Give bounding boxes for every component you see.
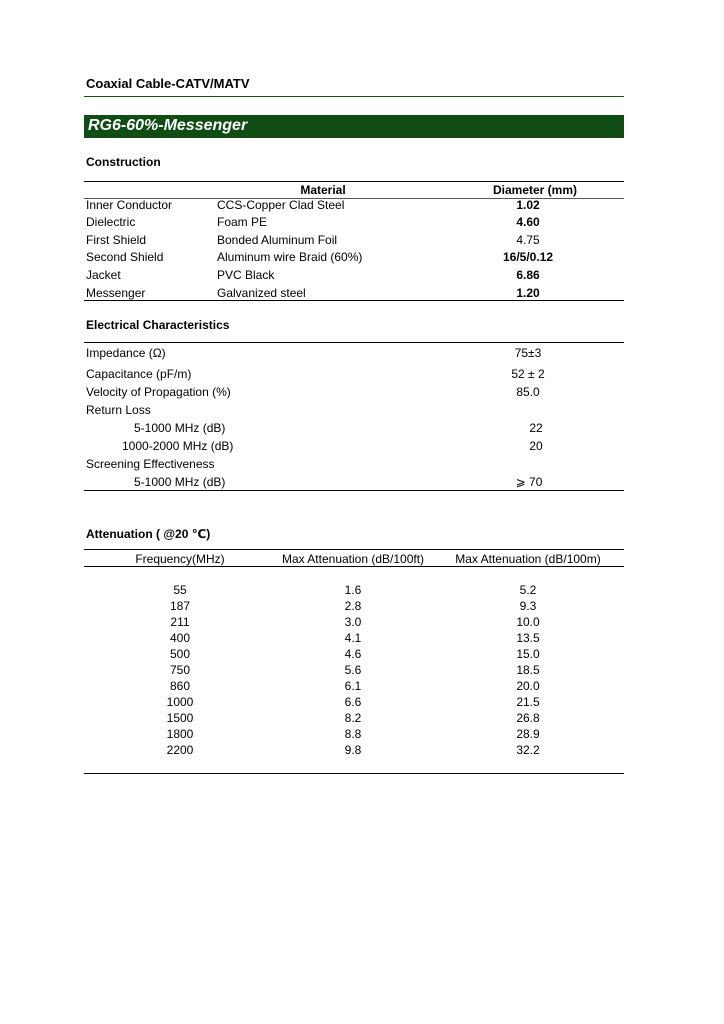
electrical-label: 1000-2000 MHz (dB) [122,439,234,453]
header-divider [84,96,624,97]
electrical-label: Return Loss [86,403,151,417]
construction-material: Aluminum wire Braid (60%) [217,250,363,264]
electrical-bottom-rule [84,490,624,491]
attenuation-m-value: 26.8 [516,711,540,725]
construction-diameter: 1.02 [516,198,540,212]
construction-diameter: 6.86 [516,268,540,282]
attenuation-frequency: 400 [169,631,191,645]
construction-material: Galvanized steel [217,286,306,300]
attenuation-frequency: 187 [169,599,191,613]
attenuation-bottom-rule [84,773,624,774]
attenuation-m-header: Max Attenuation (dB/100m) [455,552,601,566]
material-header: Material [300,183,346,197]
diameter-header: Diameter (mm) [492,183,578,197]
attenuation-header-rule [84,566,624,567]
construction-part: First Shield [86,233,147,247]
attenuation-title: Attenuation ( @20 ℃) [86,527,211,541]
attenuation-ft-value: 3.0 [344,615,362,629]
construction-material: CCS-Copper Clad Steel [217,198,345,212]
attenuation-top-rule [84,549,624,550]
attenuation-frequency: 211 [170,615,190,629]
attenuation-m-value: 5.2 [519,583,537,597]
electrical-value: 20 [529,439,543,453]
electrical-value: 52 ± 2 [511,367,545,381]
electrical-label: Velocity of Propagation (%) [86,385,231,399]
construction-bottom-rule [84,300,624,301]
construction-top-rule [84,181,624,182]
attenuation-ft-value: 1.6 [344,583,362,597]
attenuation-m-value: 10.0 [516,615,540,629]
attenuation-ft-value: 8.8 [344,727,362,741]
construction-diameter: 1.20 [516,286,540,300]
electrical-value: 22 [529,421,543,435]
attenuation-ft-value: 5.6 [344,663,362,677]
electrical-label: 5-1000 MHz (dB) [134,421,226,435]
electrical-value: ⩾ 70 [515,475,543,489]
construction-diameter: 16/5/0.12 [502,250,554,264]
construction-part: Inner Conductor [86,198,173,212]
attenuation-m-value: 21.5 [516,695,540,709]
electrical-top-rule [84,342,624,343]
attenuation-ft-value: 9.8 [344,743,362,757]
document-title: Coaxial Cable-CATV/MATV [86,76,250,91]
attenuation-frequency: 1000 [166,695,194,709]
attenuation-frequency: 2200 [166,743,194,757]
attenuation-frequency: 1500 [166,711,194,725]
construction-diameter: 4.75 [516,233,540,247]
attenuation-frequency: 1800 [166,727,194,741]
attenuation-frequency: 55 [173,583,187,597]
construction-part: Jacket [86,268,121,282]
construction-part: Messenger [86,286,146,300]
product-banner [84,115,624,138]
electrical-label: Impedance (Ω) [86,346,166,360]
attenuation-frequency: 500 [169,647,191,661]
construction-title: Construction [86,155,161,169]
attenuation-ft-header: Max Attenuation (dB/100ft) [281,552,425,566]
attenuation-m-value: 15.0 [516,647,540,661]
frequency-header: Frequency(MHz) [135,552,225,566]
construction-material: Bonded Aluminum Foil [217,233,338,247]
attenuation-m-value: 18.5 [516,663,540,677]
attenuation-frequency: 750 [169,663,191,677]
electrical-label: 5-1000 MHz (dB) [134,475,226,489]
construction-part: Second Shield [86,250,164,264]
attenuation-ft-value: 8.2 [344,711,362,725]
product-title: RG6-60%-Messenger [88,117,248,134]
electrical-label: Screening Effectiveness [86,457,215,471]
construction-diameter: 4.60 [516,215,540,229]
electrical-value: 85.0 [516,385,540,399]
electrical-label: Capacitance (pF/m) [86,367,192,381]
attenuation-ft-value: 6.1 [344,679,362,693]
attenuation-ft-value: 4.6 [344,647,362,661]
electrical-value: 75±3 [514,346,542,360]
attenuation-ft-value: 2.8 [344,599,362,613]
attenuation-m-value: 20.0 [516,679,540,693]
attenuation-ft-value: 6.6 [344,695,362,709]
attenuation-m-value: 13.5 [516,631,540,645]
construction-part: Dielectric [86,215,136,229]
attenuation-m-value: 32.2 [516,743,540,757]
attenuation-frequency: 860 [169,679,191,693]
attenuation-ft-value: 4.1 [344,631,362,645]
attenuation-m-value: 28.9 [516,727,540,741]
attenuation-m-value: 9.3 [519,599,537,613]
electrical-title: Electrical Characteristics [86,318,230,332]
construction-material: PVC Black [217,268,275,282]
construction-material: Foam PE [217,215,268,229]
